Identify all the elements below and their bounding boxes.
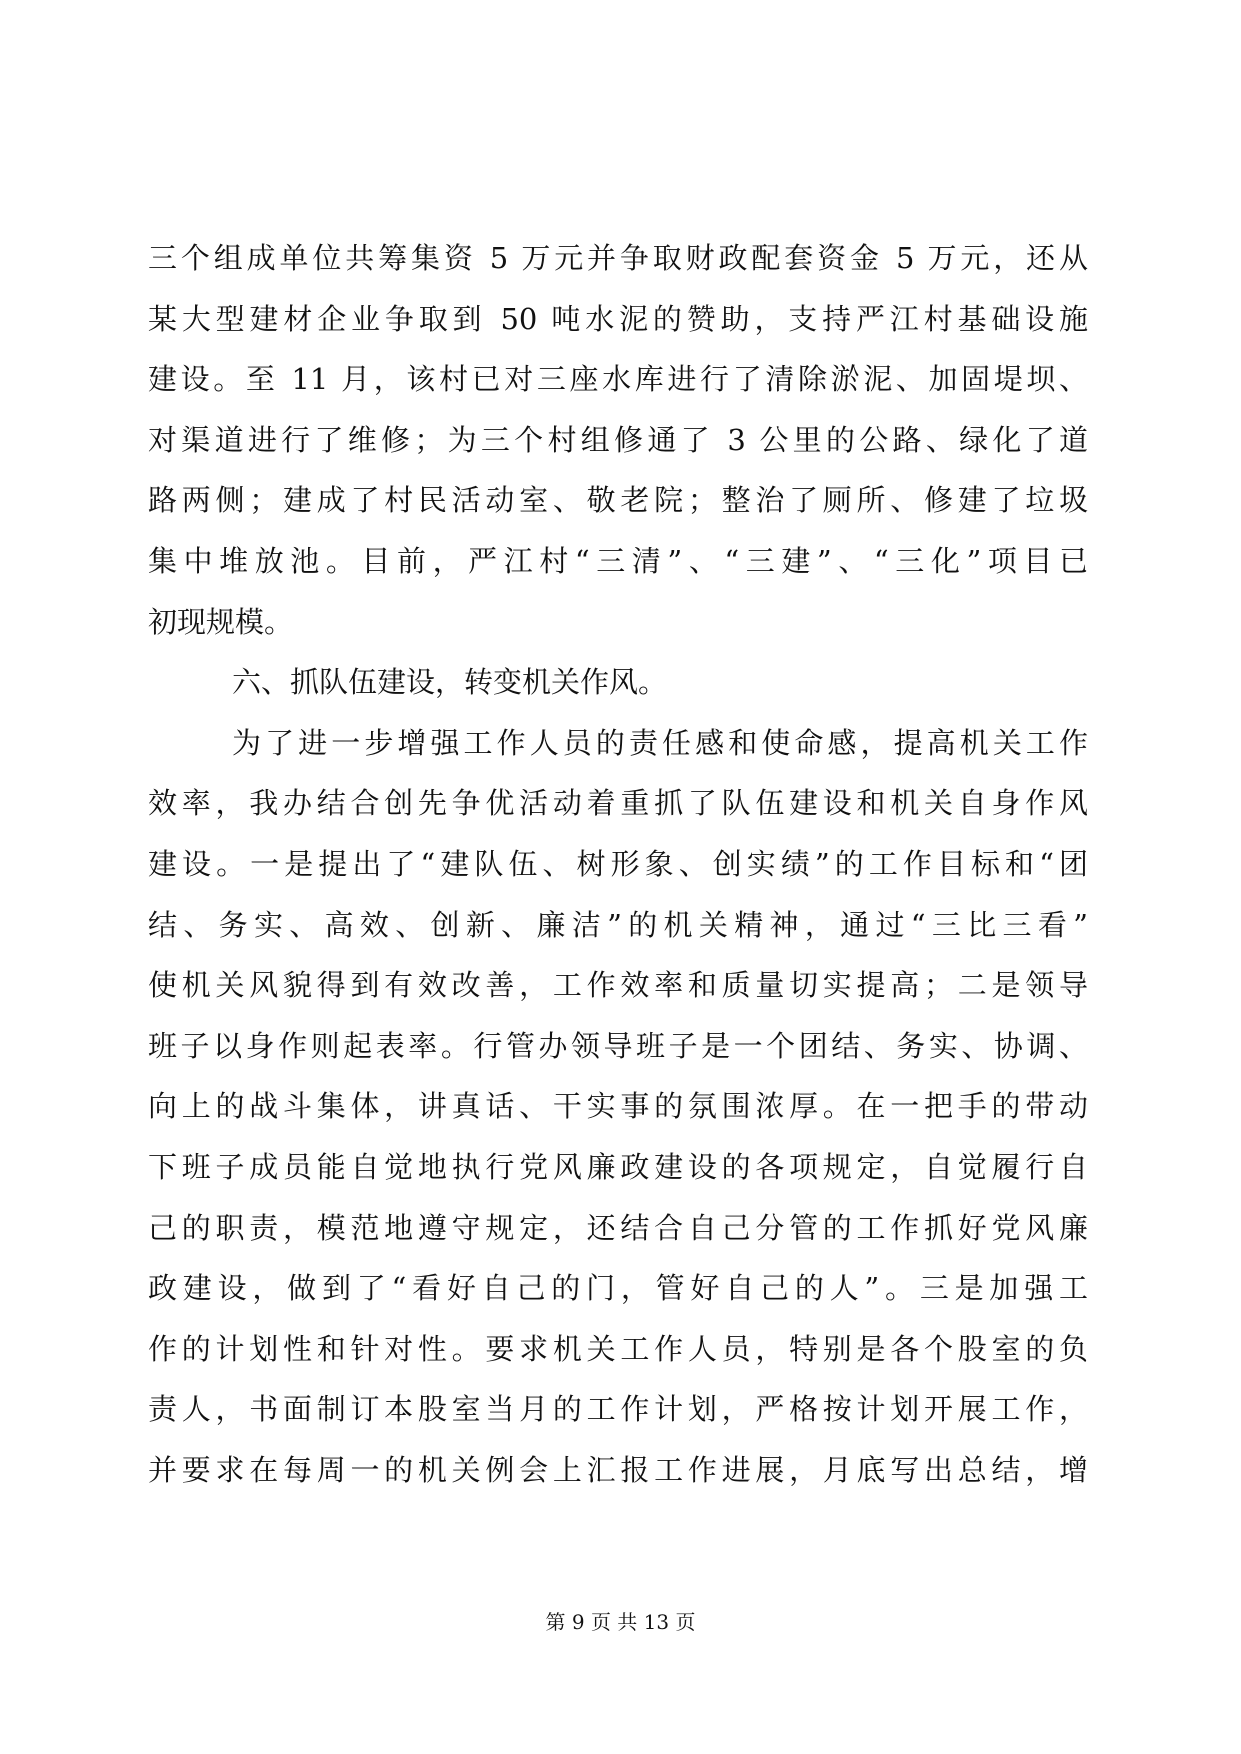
text-line: 三个组成单位共筹集资 5 万元并争取财政配套资金 5 万元，还从 xyxy=(148,241,1088,275)
text-line: 并要求在每周一的机关例会上汇报工作进展，月底写出总结，增 xyxy=(148,1452,1088,1487)
text-line: 效率，我办结合创先争优活动着重抓了队伍建设和机关自身作风 xyxy=(148,786,1088,821)
text-line: 己的职责，模范地遵守规定，还结合自己分管的工作抓好党风廉 xyxy=(148,1210,1088,1245)
text-line: 集中堆放池。目前，严江村“三清”、“三建”、“三化”项目已 xyxy=(148,543,1088,578)
text-line: 结、务实、高效、创新、廉洁”的机关精神，通过“三比三看” xyxy=(148,907,1088,942)
text-line: 为了进一步增强工作人员的责任感和使命感，提高机关工作 xyxy=(232,725,1088,760)
text-line: 使机关风貌得到有效改善，工作效率和质量切实提高；二是领导 xyxy=(148,968,1088,1003)
section-heading: 六、抓队伍建设，转变机关作风。 xyxy=(232,665,668,700)
text-line: 下班子成员能自觉地执行党风廉政建设的各项规定，自觉履行自 xyxy=(148,1149,1088,1184)
page-number-footer: 第 9 页 共 13 页 xyxy=(545,1610,696,1634)
text-line: 路两侧；建成了村民活动室、敬老院；整治了厕所、修建了垃圾 xyxy=(148,483,1088,518)
text-line: 初现规模。 xyxy=(148,604,294,639)
text-line: 建设。一是提出了“建队伍、树形象、创实绩”的工作目标和“团 xyxy=(148,846,1088,881)
text-line: 向上的战斗集体，讲真话、干实事的氛围浓厚。在一把手的带动 xyxy=(148,1089,1088,1124)
body-text xyxy=(148,228,1088,1500)
text-line: 建设。至 11 月，该村已对三座水库进行了清除淤泥、加固堤坝、 xyxy=(148,362,1088,397)
text-line: 班子以身作则起表率。行管办领导班子是一个团结、务实、协调、 xyxy=(148,1028,1088,1063)
text-line: 某大型建材企业争取到 50 吨水泥的赞助，支持严江村基础设施 xyxy=(148,301,1088,336)
text-line: 责人，书面制订本股室当月的工作计划，严格按计划开展工作， xyxy=(148,1392,1088,1427)
text-line: 对渠道进行了维修；为三个村组修通了 3 公里的公路、绿化了道 xyxy=(148,422,1088,457)
text-line: 政建设，做到了“看好自己的门，管好自己的人”。三是加强工 xyxy=(148,1271,1088,1306)
text-line: 作的计划性和针对性。要求机关工作人员，特别是各个股室的负 xyxy=(148,1331,1088,1366)
